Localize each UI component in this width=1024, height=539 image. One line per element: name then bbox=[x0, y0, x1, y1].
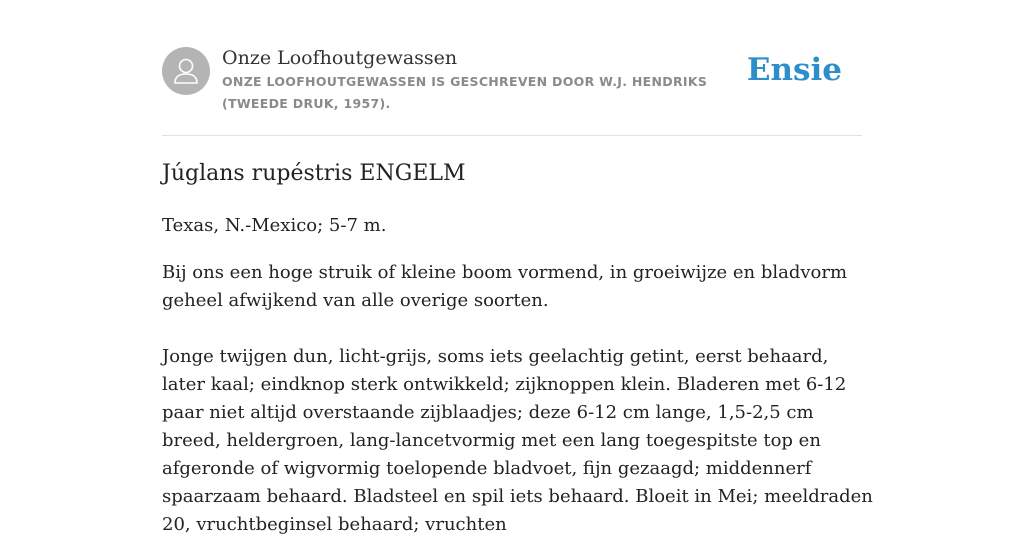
ensie-logo[interactable]: Ensie bbox=[746, 52, 842, 88]
entry-paragraph-description: Jonge twijgen dun, licht-grijs, soms iets geelachtig getint, eerst behaard, later kaal; eindknop sterk ontwikkeld; zijknoppen klein. Bladeren met 6-12 paar niet altijd overstaande zijblaadjes; deze 6-12 cm lange, 1,5-2,5 cm breed, heldergroen, lang-lancetvormig met een lang toegespitste top en afgeronde of wigvormig toelopende bladvoet, fijn gezaagd; middennerf spaarzaam behaard. Bladsteel en spil iets behaard. Bloeit in Mei; meeldraden 20, vruchtbeginsel behaard; vruchten bbox=[162, 346, 873, 535]
source-description: ONZE LOOFHOUTGEWASSEN IS GESCHREVEN DOOR W.J. HENDRIKS (TWEEDE DRUK, 1957). bbox=[222, 74, 708, 111]
author-avatar[interactable] bbox=[162, 47, 210, 95]
header-divider bbox=[162, 135, 862, 136]
entry-paragraph-distribution: Texas, N.-Mexico; 5-7 m. bbox=[162, 215, 387, 236]
entry-title: Júglans rupéstris ENGELM bbox=[162, 161, 466, 186]
entry-paragraph-habit: Bij ons een hoge struik of kleine boom vormend, in groeiwijze en bladvorm geheel afwijkend van alle overige soorten. bbox=[162, 262, 848, 311]
source-title[interactable]: Onze Loofhoutgewassen bbox=[222, 47, 458, 69]
entry-content bbox=[162, 156, 874, 539]
user-avatar-icon bbox=[162, 47, 210, 95]
source-header bbox=[162, 44, 862, 136]
